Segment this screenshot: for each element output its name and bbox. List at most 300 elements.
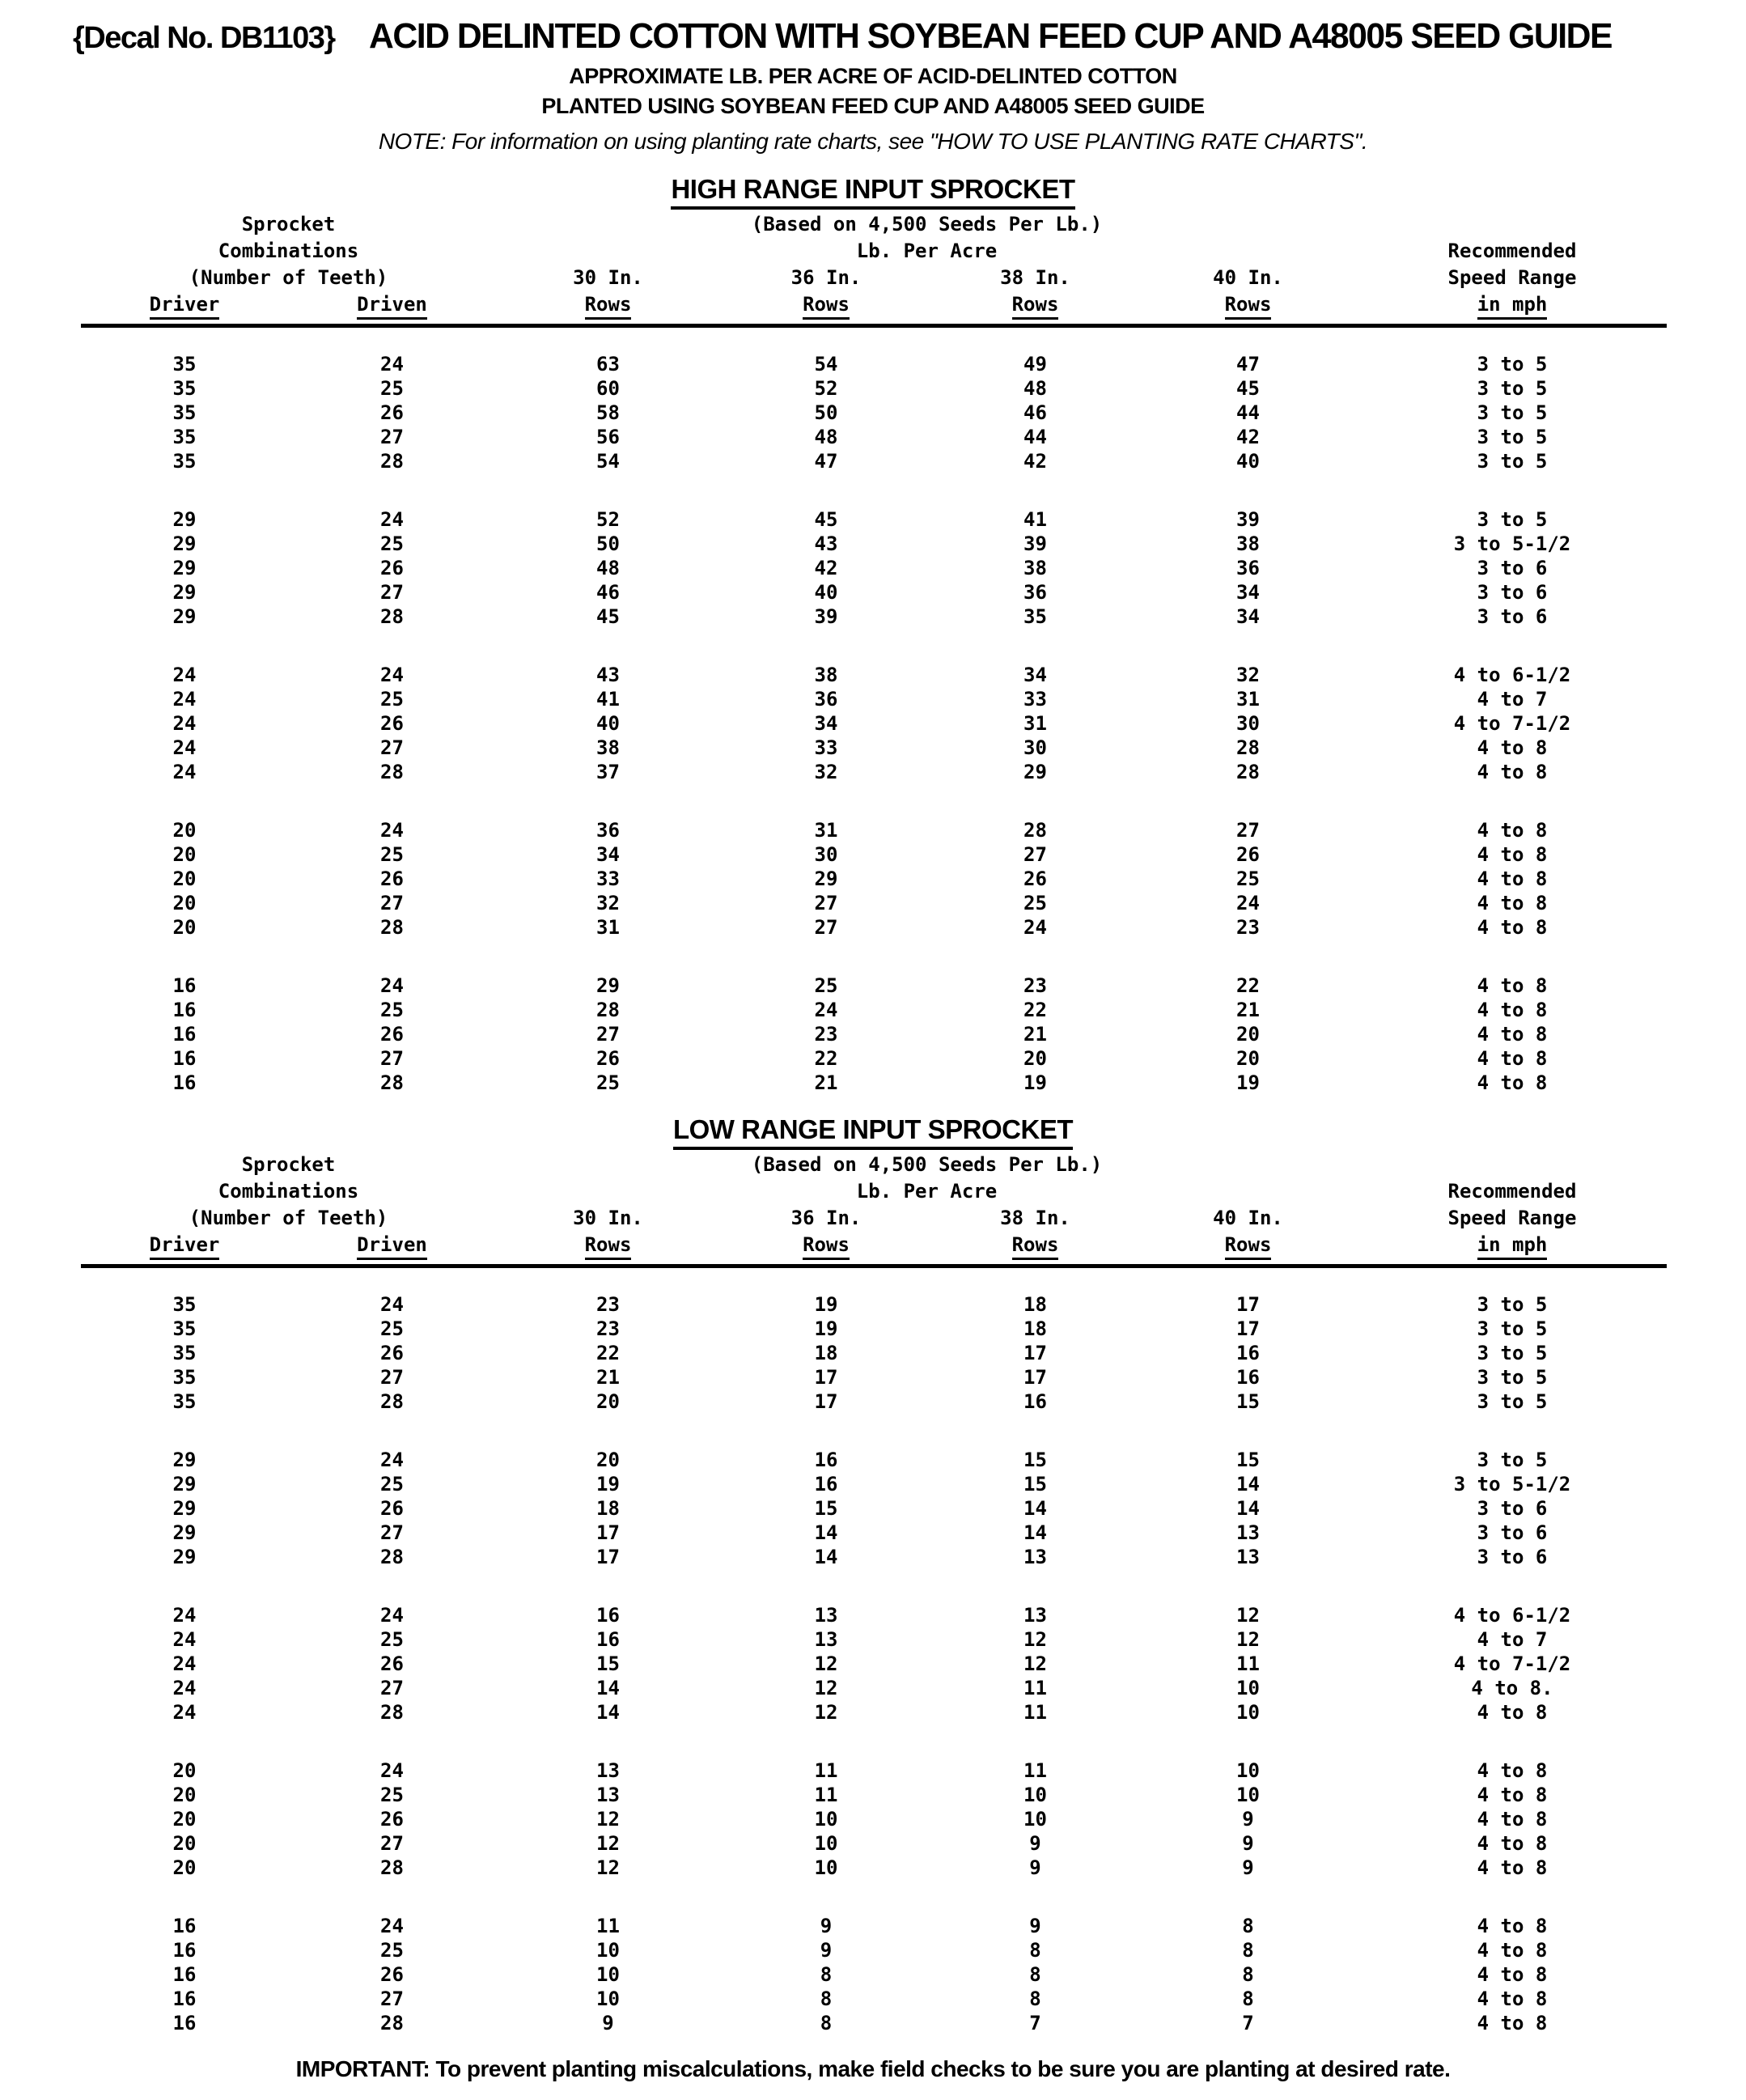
table-cell: 27 [380, 426, 404, 448]
table-cell: 27 [380, 1677, 404, 1699]
table-cell: 4 to 8 [1477, 1808, 1548, 1831]
table-cell: 27 [380, 892, 404, 914]
table-cell: 10 [814, 1856, 838, 1879]
table-row [81, 1758, 1667, 1783]
table-cell: 24 [380, 1449, 404, 1471]
table-cell: 3 to 5-1/2 [1453, 1473, 1571, 1495]
table-cell: 20 [172, 1759, 197, 1782]
table-cell: 4 to 8 [1477, 1023, 1548, 1046]
table-cell: 27 [814, 916, 838, 939]
recommended-header-line2: Speed Range [1447, 1207, 1577, 1229]
table-cell: 13 [1023, 1604, 1047, 1627]
table-cell: 25 [380, 999, 404, 1021]
table-cell: 34 [814, 712, 838, 735]
table-cell: 4 to 8 [1477, 868, 1548, 890]
table-cell: 3 to 5-1/2 [1453, 532, 1571, 555]
table-cell: 29 [1023, 761, 1047, 783]
table-cell: 26 [380, 868, 404, 890]
table-cell: 52 [814, 377, 838, 400]
table-row [81, 1521, 1667, 1545]
table-cell: 11 [1023, 1701, 1047, 1724]
table-cell: 16 [172, 1071, 197, 1094]
table-cell: 12 [596, 1808, 620, 1831]
table-cell: 38 [814, 664, 838, 686]
table-row [81, 1627, 1667, 1652]
table-cell: 41 [596, 688, 620, 711]
table-cell: 25 [1236, 868, 1260, 890]
table-cell: 17 [1023, 1342, 1047, 1364]
table-cell: 35 [172, 1317, 197, 1340]
table-cell: 25 [380, 532, 404, 555]
table-cell: 17 [596, 1521, 620, 1544]
table-row [81, 842, 1667, 867]
table-cell: 20 [172, 1832, 197, 1855]
table-cell: 29 [814, 868, 838, 890]
table-cell: 24 [172, 712, 197, 735]
table-cell: 4 to 8 [1477, 761, 1548, 783]
sprocket-header-line2: Combinations [218, 1180, 359, 1203]
table-row [81, 1856, 1667, 1880]
table-cell: 9 [1242, 1808, 1254, 1831]
table-cell: 35 [172, 377, 197, 400]
table-cell: 13 [1236, 1521, 1260, 1544]
table-cell: 24 [380, 353, 404, 375]
table-cell: 3 to 6 [1477, 605, 1548, 628]
table-cell: 24 [172, 1701, 197, 1724]
table-cell: 23 [814, 1023, 838, 1046]
table-cell: 26 [380, 1497, 404, 1520]
sprocket-group [81, 1448, 1667, 1569]
table-cell: 25 [380, 688, 404, 711]
col-header-rows-40: Rows [1138, 1232, 1358, 1258]
table-cell: 3 to 6 [1477, 1521, 1548, 1544]
col-header-driver: Driver [81, 1232, 288, 1258]
table-cell: 26 [380, 1963, 404, 1986]
table-cell: 24 [172, 1604, 197, 1627]
table-cell: 4 to 8 [1477, 999, 1548, 1021]
table-cell: 35 [172, 353, 197, 375]
table-cell: 11 [814, 1784, 838, 1806]
table-cell: 32 [814, 761, 838, 783]
high-range-table [81, 211, 1667, 1095]
table-cell: 38 [1236, 532, 1260, 555]
table-cell: 4 to 8 [1477, 1939, 1548, 1962]
table-cell: 28 [380, 2012, 404, 2034]
table-row [81, 1022, 1667, 1046]
table-cell: 45 [1236, 377, 1260, 400]
table-cell: 3 to 5 [1477, 450, 1548, 473]
table-row [81, 1831, 1667, 1856]
table-cell: 24 [380, 1604, 404, 1627]
table-cell: 34 [596, 843, 620, 866]
table-cell: 14 [1023, 1497, 1047, 1520]
table-cell: 23 [596, 1317, 620, 1340]
table-cell: 33 [814, 736, 838, 759]
table-cell: 3 to 6 [1477, 1497, 1548, 1520]
page-title: ACID DELINTED COTTON WITH SOYBEAN FEED CUP AND A48005 SEED GUIDE [368, 16, 1612, 56]
table-row [81, 1317, 1667, 1341]
table-cell: 4 to 8 [1477, 1784, 1548, 1806]
table-cell: 27 [380, 1832, 404, 1855]
table-cell: 20 [172, 892, 197, 914]
table-row [81, 605, 1667, 629]
table-cell: 12 [1023, 1652, 1047, 1675]
table-cell: 24 [172, 1628, 197, 1651]
table-cell: 47 [814, 450, 838, 473]
table-cell: 33 [1023, 688, 1047, 711]
table-cell: 54 [596, 450, 620, 473]
table-cell: 28 [1236, 761, 1260, 783]
table-cell: 10 [1236, 1784, 1260, 1806]
table-cell: 19 [814, 1317, 838, 1340]
table-cell: 8 [1029, 1963, 1041, 1986]
table-row [81, 425, 1667, 449]
table-cell: 4 to 8 [1477, 1856, 1548, 1879]
table-cell: 10 [596, 1988, 620, 2010]
table-cell: 8 [1029, 1939, 1041, 1962]
table-cell: 16 [814, 1473, 838, 1495]
table-cell: 28 [596, 999, 620, 1021]
table-cell: 17 [1023, 1366, 1047, 1389]
table-row [81, 760, 1667, 784]
table-cell: 58 [596, 401, 620, 424]
low-range-table-header [81, 1152, 1667, 1268]
table-cell: 46 [596, 581, 620, 604]
high-range-table-header [81, 211, 1667, 328]
table-cell: 31 [814, 819, 838, 842]
table-cell: 24 [814, 999, 838, 1021]
table-cell: 15 [814, 1497, 838, 1520]
document-title-row [73, 16, 1746, 57]
col-header-30in: 30 In. [573, 266, 643, 289]
table-cell: 4 to 8 [1477, 819, 1548, 842]
table-cell: 11 [814, 1759, 838, 1782]
col-header-rows-38: Rows [932, 1232, 1138, 1258]
table-cell: 16 [172, 999, 197, 1021]
based-on-label: (Based on 4,500 Seeds Per Lb.) [751, 213, 1103, 235]
table-row [81, 1292, 1667, 1317]
table-row [81, 867, 1667, 891]
sprocket-group [81, 663, 1667, 784]
col-header-rows-40: Rows [1138, 291, 1358, 318]
table-cell: 47 [1236, 353, 1260, 375]
table-row [81, 1365, 1667, 1389]
table-cell: 33 [596, 868, 620, 890]
table-cell: 26 [380, 557, 404, 579]
table-cell: 24 [380, 1915, 404, 1937]
table-cell: 12 [1236, 1628, 1260, 1651]
table-row [81, 556, 1667, 580]
table-cell: 8 [1029, 1988, 1041, 2010]
recommended-header-line1: Recommended [1447, 1180, 1577, 1203]
table-row [81, 1603, 1667, 1627]
table-row [81, 1987, 1667, 2011]
table-cell: 4 to 8 [1477, 1915, 1548, 1937]
table-cell: 14 [1236, 1473, 1260, 1495]
table-cell: 34 [1236, 581, 1260, 604]
table-cell: 39 [1023, 532, 1047, 555]
unit-label: Lb. Per Acre [856, 240, 998, 262]
table-cell: 23 [1236, 916, 1260, 939]
col-header-rows-30: Rows [496, 291, 720, 318]
table-cell: 25 [380, 1628, 404, 1651]
table-cell: 26 [380, 712, 404, 735]
table-cell: 31 [596, 916, 620, 939]
sprocket-group [81, 1292, 1667, 1414]
sprocket-header-line1: Sprocket [241, 213, 336, 235]
table-cell: 26 [380, 401, 404, 424]
table-cell: 4 to 8 [1477, 843, 1548, 866]
table-cell: 3 to 5 [1477, 353, 1548, 375]
table-cell: 25 [380, 1784, 404, 1806]
table-row [81, 1783, 1667, 1807]
table-cell: 11 [596, 1915, 620, 1937]
table-cell: 12 [1236, 1604, 1260, 1627]
col-header-mph: in mph [1358, 291, 1667, 318]
table-cell: 40 [596, 712, 620, 735]
table-cell: 16 [814, 1449, 838, 1471]
table-cell: 16 [172, 1939, 197, 1962]
sprocket-group [81, 1758, 1667, 1880]
table-cell: 25 [1023, 892, 1047, 914]
low-range-table [81, 1152, 1667, 2035]
table-cell: 12 [814, 1677, 838, 1699]
table-cell: 35 [172, 1342, 197, 1364]
col-header-40in: 40 In. [1213, 1207, 1283, 1229]
table-cell: 12 [814, 1701, 838, 1724]
table-cell: 24 [380, 664, 404, 686]
table-cell: 20 [172, 916, 197, 939]
table-cell: 8 [1242, 1939, 1254, 1962]
table-cell: 26 [1236, 843, 1260, 866]
table-cell: 12 [814, 1652, 838, 1675]
table-cell: 21 [596, 1366, 620, 1389]
table-cell: 13 [1236, 1546, 1260, 1568]
table-cell: 10 [596, 1963, 620, 1986]
table-cell: 36 [1236, 557, 1260, 579]
table-cell: 15 [596, 1652, 620, 1675]
table-cell: 12 [1023, 1628, 1047, 1651]
table-cell: 13 [814, 1604, 838, 1627]
subtitle-line-1: APPROXIMATE LB. PER ACRE OF ACID-DELINTED COTTON [569, 64, 1177, 88]
sprocket-header-line3: (Number of Teeth) [189, 266, 388, 289]
table-cell: 16 [172, 974, 197, 997]
table-cell: 32 [596, 892, 620, 914]
table-cell: 12 [596, 1856, 620, 1879]
table-cell: 14 [596, 1701, 620, 1724]
decal-number: {Decal No. DB1103} [73, 21, 335, 55]
table-cell: 20 [172, 819, 197, 842]
table-row [81, 532, 1667, 556]
table-cell: 4 to 6-1/2 [1453, 664, 1571, 686]
table-cell: 50 [814, 401, 838, 424]
table-cell: 10 [1236, 1677, 1260, 1699]
table-cell: 15 [1236, 1449, 1260, 1471]
table-cell: 40 [814, 581, 838, 604]
table-cell: 36 [596, 819, 620, 842]
table-cell: 26 [380, 1023, 404, 1046]
table-cell: 24 [172, 761, 197, 783]
table-cell: 25 [380, 1473, 404, 1495]
table-cell: 3 to 5 [1477, 1366, 1548, 1389]
table-cell: 41 [1023, 508, 1047, 531]
table-cell: 54 [814, 353, 838, 375]
table-cell: 24 [380, 819, 404, 842]
table-cell: 20 [1236, 1047, 1260, 1070]
col-header-mph: in mph [1358, 1232, 1667, 1258]
table-cell: 35 [172, 450, 197, 473]
table-row [81, 998, 1667, 1022]
note-line: NOTE: For information on using planting rate charts, see "HOW TO USE PLANTING RATE CHARTS". [378, 129, 1368, 154]
table-cell: 45 [596, 605, 620, 628]
table-cell: 16 [1023, 1390, 1047, 1413]
table-cell: 31 [1023, 712, 1047, 735]
col-header-driver: Driver [81, 291, 288, 318]
table-row [81, 687, 1667, 711]
table-row [81, 1472, 1667, 1496]
table-cell: 48 [814, 426, 838, 448]
table-cell: 28 [1236, 736, 1260, 759]
table-cell: 8 [1242, 1915, 1254, 1937]
table-cell: 17 [596, 1546, 620, 1568]
recommended-header-line1: Recommended [1447, 240, 1577, 262]
table-cell: 3 to 5 [1477, 1317, 1548, 1340]
table-row [81, 2011, 1667, 2035]
table-cell: 45 [814, 508, 838, 531]
table-cell: 9 [602, 2012, 614, 2034]
table-cell: 22 [596, 1342, 620, 1364]
table-cell: 17 [814, 1390, 838, 1413]
table-cell: 4 to 8 [1477, 1832, 1548, 1855]
table-cell: 18 [814, 1342, 838, 1364]
table-cell: 27 [380, 736, 404, 759]
table-cell: 14 [1236, 1497, 1260, 1520]
recommended-header-line2: Speed Range [1447, 266, 1577, 289]
table-row [81, 1676, 1667, 1700]
table-cell: 42 [1236, 426, 1260, 448]
table-cell: 3 to 6 [1477, 581, 1548, 604]
table-cell: 29 [172, 1497, 197, 1520]
table-row [81, 915, 1667, 940]
table-cell: 18 [596, 1497, 620, 1520]
table-cell: 28 [380, 1071, 404, 1094]
table-row [81, 711, 1667, 736]
table-cell: 10 [814, 1808, 838, 1831]
sprocket-group [81, 352, 1667, 473]
table-cell: 9 [1029, 1856, 1041, 1879]
important-footnote: IMPORTANT: To prevent planting miscalculations, make field checks to be sure you are planting at desired rate. [295, 2056, 1451, 2081]
table-cell: 14 [814, 1546, 838, 1568]
table-cell: 9 [1242, 1832, 1254, 1855]
table-cell: 27 [380, 1521, 404, 1544]
table-cell: 8 [1242, 1963, 1254, 1986]
table-cell: 4 to 7-1/2 [1453, 1652, 1571, 1675]
table-cell: 15 [1023, 1449, 1047, 1471]
table-cell: 25 [814, 974, 838, 997]
table-cell: 13 [596, 1759, 620, 1782]
table-row [81, 1938, 1667, 1962]
table-cell: 26 [380, 1652, 404, 1675]
table-cell: 28 [380, 916, 404, 939]
table-cell: 25 [380, 1939, 404, 1962]
table-cell: 24 [1023, 916, 1047, 939]
table-cell: 29 [172, 1546, 197, 1568]
table-cell: 28 [380, 1701, 404, 1724]
table-row [81, 352, 1667, 376]
table-cell: 29 [172, 508, 197, 531]
table-cell: 22 [1236, 974, 1260, 997]
table-cell: 25 [380, 377, 404, 400]
table-cell: 16 [172, 1988, 197, 2010]
table-cell: 8 [820, 1963, 833, 1986]
table-cell: 14 [1023, 1521, 1047, 1544]
table-cell: 22 [1023, 999, 1047, 1021]
document-page [0, 16, 1746, 2100]
table-cell: 63 [596, 353, 620, 375]
table-cell: 27 [1236, 819, 1260, 842]
table-row [81, 376, 1667, 401]
table-row [81, 974, 1667, 998]
table-cell: 24 [172, 1652, 197, 1675]
table-cell: 16 [172, 1963, 197, 1986]
table-cell: 23 [596, 1293, 620, 1316]
table-cell: 27 [380, 581, 404, 604]
table-cell: 46 [1023, 401, 1047, 424]
table-cell: 4 to 8 [1477, 892, 1548, 914]
table-cell: 8 [820, 2012, 833, 2034]
table-cell: 3 to 5 [1477, 401, 1548, 424]
table-cell: 39 [814, 605, 838, 628]
table-cell: 3 to 5 [1477, 1449, 1548, 1471]
table-cell: 16 [172, 1047, 197, 1070]
table-cell: 3 to 5 [1477, 426, 1548, 448]
col-header-rows-36: Rows [720, 291, 932, 318]
col-header-rows-36: Rows [720, 1232, 932, 1258]
table-cell: 20 [172, 843, 197, 866]
table-cell: 28 [1023, 819, 1047, 842]
table-cell: 9 [1029, 1915, 1041, 1937]
table-cell: 29 [172, 1521, 197, 1544]
table-cell: 4 to 8 [1477, 1047, 1548, 1070]
table-row [81, 1341, 1667, 1365]
table-cell: 24 [172, 688, 197, 711]
table-cell: 56 [596, 426, 620, 448]
table-cell: 3 to 5 [1477, 377, 1548, 400]
table-cell: 28 [380, 761, 404, 783]
table-cell: 16 [172, 2012, 197, 2034]
table-row [81, 1448, 1667, 1472]
table-cell: 8 [820, 1988, 833, 2010]
table-cell: 31 [1236, 688, 1260, 711]
table-cell: 10 [1236, 1701, 1260, 1724]
table-cell: 13 [1023, 1546, 1047, 1568]
col-header-36in: 36 In. [790, 1207, 862, 1229]
table-row [81, 1914, 1667, 1938]
table-cell: 3 to 6 [1477, 1546, 1548, 1568]
table-row [81, 401, 1667, 425]
table-cell: 9 [820, 1939, 833, 1962]
table-cell: 28 [380, 450, 404, 473]
table-row [81, 580, 1667, 605]
table-cell: 17 [814, 1366, 838, 1389]
based-on-label: (Based on 4,500 Seeds Per Lb.) [751, 1153, 1103, 1176]
table-cell: 12 [596, 1832, 620, 1855]
col-header-38in: 38 In. [1000, 266, 1070, 289]
table-cell: 43 [596, 664, 620, 686]
table-cell: 9 [1029, 1832, 1041, 1855]
table-cell: 3 to 5 [1477, 1293, 1548, 1316]
table-row [81, 1046, 1667, 1071]
